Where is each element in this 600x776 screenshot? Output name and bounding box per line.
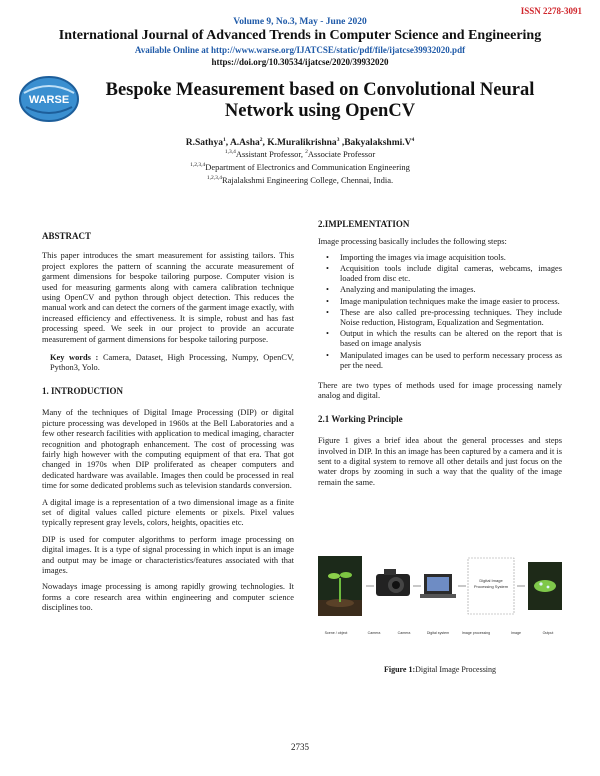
author-4-sup: 4 [411, 137, 415, 143]
figure-caption-text: Digital Image Processing [415, 665, 497, 674]
figure-caption-label: Figure 1: [383, 665, 416, 674]
bullet-item: • Acquisition tools include digital cameras, webcams, images loaded from disc etc. [318, 264, 562, 284]
implementation-heading: 2.IMPLEMENTATION [318, 219, 410, 229]
fig-label-5: Image processing [461, 631, 491, 635]
paper-title [80, 80, 560, 122]
journal-title: International Journal of Advanced Trends in Computer Science and Engineering [58, 28, 542, 43]
keywords [42, 353, 294, 374]
doi-link[interactable]: https://doi.org/10.30534/ijatcse/2020/39932020 [211, 57, 389, 67]
title-line-1: Bespoke Measurement based on Convolutional Neural [105, 80, 535, 100]
author-1: R.Sathya [185, 138, 223, 149]
affiliation-3-sup: 1,2,3,4 [206, 175, 222, 182]
abstract-heading: ABSTRACT [42, 231, 92, 241]
bullet-item: • Importing the images via image acquisition tools. [318, 253, 562, 263]
figure-caption [318, 665, 562, 674]
available-online-link[interactable]: Available Online at http://www.warse.org/IJATCSE/static/pdf/file/ijatcse39932020.pdf [134, 45, 466, 55]
affiliation-1 [0, 149, 600, 159]
working-text: Figure 1 gives a brief idea about the general processes and steps involved in DIP. In this an image has been captured by a camera and it is sent to a digital system to remove all other details and just focus on the water drops by zooming in such a way that the quality of the image remain the same. [318, 436, 562, 487]
fig-label-6: Image [511, 631, 521, 635]
laptop-icon [420, 574, 456, 598]
left-column [42, 231, 294, 614]
intro-paragraph-3: DIP is used for computer algorithms to perform image processing on digital images. It is a type of signal processing in which input is an image and output may be image or characteristics/features associated with that images. [42, 534, 294, 575]
processing-box-text-2: Processing System [473, 584, 509, 589]
affiliation-3-text: Rajalakshmi Engineering College, Chennai, India. [221, 175, 394, 185]
author-3-sup: 3 [336, 137, 340, 143]
affiliation-2-sup: 1,2,3,4 [190, 162, 206, 169]
processing-box-text-1: Digital Image [479, 578, 503, 583]
affiliation-3 [0, 175, 600, 185]
fig-label-1: Scene / object [324, 631, 348, 635]
author-2-sup: 2 [259, 137, 263, 143]
keywords-label: Key words : [50, 353, 99, 363]
affiliation-1-text: Assistant Professor, [235, 149, 306, 159]
fig-label-3: Camera [397, 631, 411, 635]
intro-paragraph-2: A digital image is a representation of a two dimensional image as a finite set of digital values called picture elements or pixels. Pixel values typically represent gray levels, colors, heights, opacities etc. [42, 497, 294, 528]
affiliation-1-sup2: 2 [305, 149, 308, 156]
fig-label-7: Output [542, 631, 554, 635]
fig-label-4: Digital system [426, 631, 450, 635]
implementation-intro: Image processing basically includes the following steps: [318, 237, 507, 247]
author-1-sup: 1 [222, 137, 226, 143]
affiliation-1-sup: 1,3,4 [224, 149, 236, 156]
keywords-text: Camera, Dataset, High Processing, Numpy, OpenCV, Python3, Yolo. [50, 353, 295, 373]
author-list: R.Sathya$^1$, A.Asha$^2$, K.Muralikrishna$^3$ $,Bakyalakshmi.V^4$ [185, 137, 415, 149]
plant-photo [318, 556, 362, 616]
page-number: 2735 [291, 742, 309, 752]
warse-logo [18, 75, 80, 123]
bullet-item: • Output in which the results can be altered on the report that is based on image analysis [318, 329, 562, 349]
title-line-2: Network using OpenCV [224, 101, 416, 121]
output-image [528, 562, 562, 610]
intro-heading: 1. INTRODUCTION [42, 385, 124, 396]
bullet-item: • These are also called pre-processing techniques. They include Noise reduction, Histogram, Equalization and Segmentation. [318, 308, 562, 328]
figure-1-diagram [316, 548, 566, 650]
author-3: K.Muralikrishna [267, 138, 337, 149]
camera-icon [376, 569, 410, 596]
working-heading: 2.1 Working Principle [318, 413, 403, 424]
implementation-bullets [318, 253, 562, 371]
intro-paragraph-1: Many of the techniques of Digital Image Processing (DIP) or digital picture processing was developed in 1960s at the Bell Laboratories and a few other research facilities with application to medical imaging, character recognition and photograph enhancement. The cost of processing was fairly high however with the computing equipment of that era. That got changed in 1970s when DIP proliferated as cheaper computers and dedicated hardware was available. Images then could be processed in real time for some dedicated problems such as television standards conversion. [42, 408, 294, 491]
bullet-item: • Analyzing and manipulating the images. [318, 285, 562, 295]
bullet-item: • Image manipulation techniques make the image easier to process. [318, 297, 562, 307]
affiliation-1-text2: Associate Professor [307, 149, 376, 159]
issn-label: ISSN 2278-3091 [520, 6, 582, 16]
logo-text: WARSE [28, 94, 70, 106]
abstract-text: This paper introduces the smart measurement for assisting tailors. This project explores the pattern of scanning the accurate measurement of garment dimensions for bespoke tailoring purpose. Computer vision is used for measuring garments along with camera calibration technique using OpenCV and python through object detection. This reduces the manual work and can detect the corners of the garment image exactly, with increased efficiency and effectiveness. It is simple, robust and has fast processing speed. We seek in our project to provide an accurate measurement of garment dimensions for bespoke tailoring purpose. [42, 251, 294, 344]
affiliation-2 [0, 162, 600, 172]
methods-text: There are two types of methods used for image processing namely analog and digital. [318, 381, 562, 401]
author-4: Bakyalakshmi.V [344, 138, 412, 149]
intro-paragraph-4: Nowadays image processing is among rapidly growing technologies. It forms a core research area within engineering and computer science disciplines too. [42, 582, 294, 613]
volume-line: Volume 9, No.3, May - June 2020 [233, 17, 367, 27]
affiliation-2-text: Department of Electronics and Communication Engineering [205, 162, 410, 172]
fig-label-2: Camera [367, 631, 381, 635]
right-column [318, 219, 562, 488]
bullet-item: • Manipulated images can be used to perform necessary process as per the need. [318, 351, 562, 371]
author-2: A.Asha [229, 138, 260, 149]
